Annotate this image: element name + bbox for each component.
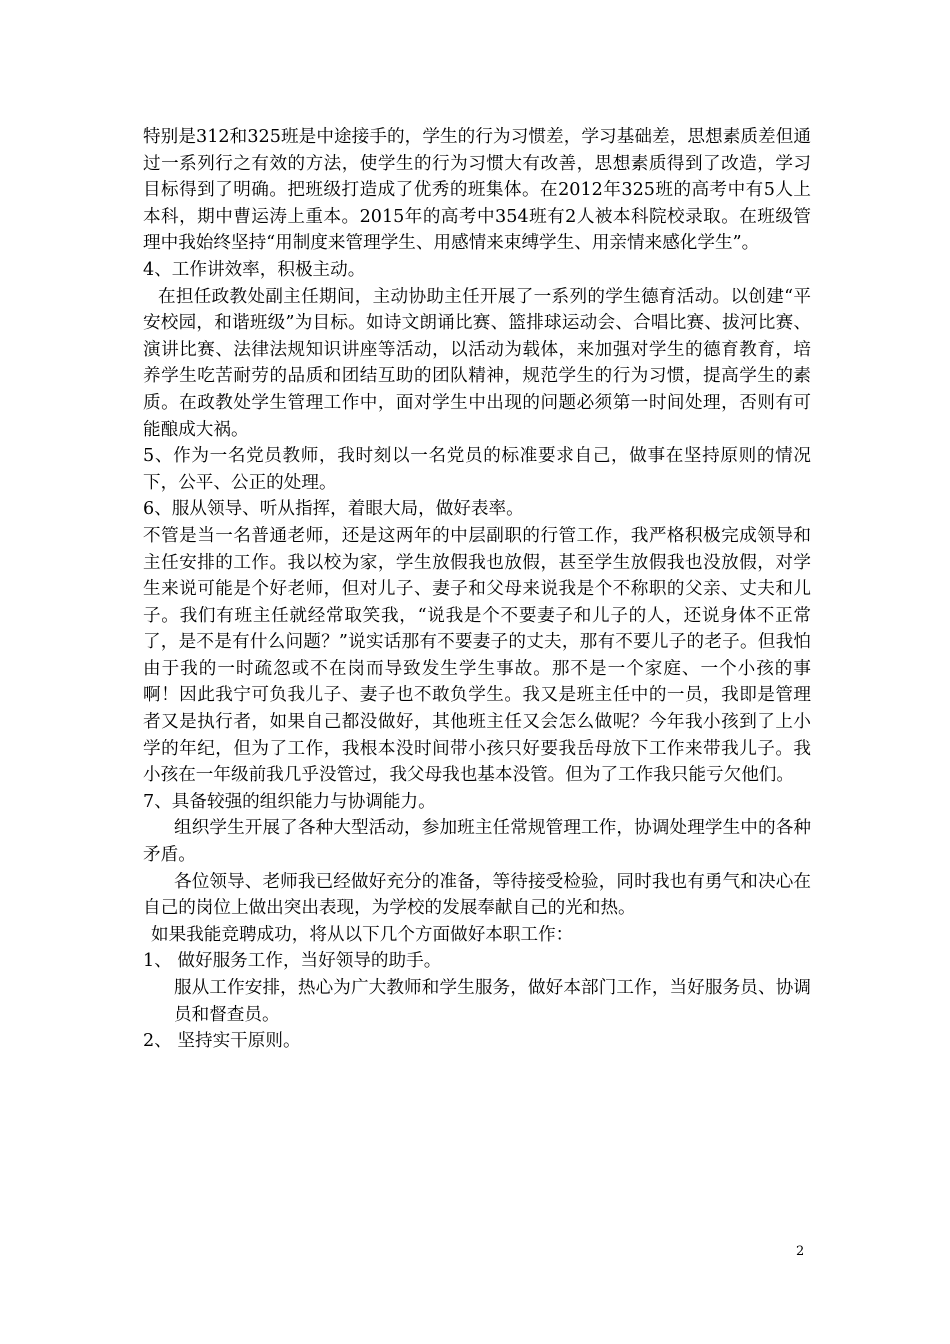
plan-item-1-detail: 服从工作安排，热心为广大教师和学生服务，做好本部门工作，当好服务员、协调员和督查员。 bbox=[174, 978, 811, 1025]
paragraph-moral-education: 在担任政教处副主任期间，主动协助主任开展了一系列的学生德育活动。以创建“平安校园，和谐班级”为目标。如诗文朗诵比赛、篮排球运动会、合唱比赛、拔河比赛、演讲比赛、法律法规知识讲座等活动，以活动为载体，来加强对学生的德育教育，培养学生吃苦耐劳的品质和团结互助的团队精神，规范学生的行为习惯，提高学生的素质。在政教处学生管理工作中，面对学生中出现的问题必须第一时间处理，否则有可能酿成大祸。 bbox=[143, 286, 811, 440]
heading-item-5: 5、作为一名党员教师，我时刻以一名党员的标准要求自己，做事在坚持原则的情况下，公平、公正的处理。 bbox=[143, 446, 811, 493]
plan-item-1: 1、 做好服务工作，当好领导的助手。 bbox=[143, 951, 442, 972]
paragraph-class-management: 特别是312和325班是中途接手的，学生的行为习惯差，学习基础差，思想素质差但通过一系列行之有效的方法，使学生的行为习惯大有改善，思想素质得到了改造，学习目标得到了明确。把班级打造成了优秀的班集体。在2012年325班的高考中有5人上本科，期中曹运涛上重本。2015年的高考中354班有2人被本科院校录取。在班级管理中我始终坚持“用制度来管理学生、用感情来束缚学生、用亲情来感化学生”。 bbox=[143, 127, 811, 254]
paragraph-organization: 组织学生开展了各种大型活动，参加班主任常规管理工作，协调处理学生中的各种矛盾。 bbox=[143, 818, 811, 866]
plan-item-2: 2、 坚持实干原则。 bbox=[143, 1031, 301, 1052]
document-body bbox=[143, 124, 811, 1055]
paragraph-plan-intro: 如果我能竞聘成功，将从以下几个方面做好本职工作： bbox=[151, 924, 574, 945]
paragraph-dedication: 不管是当一名普通老师，还是这两年的中层副职的行管工作，我严格积极完成领导和主任安排的工作。我以校为家，学生放假我也放假，甚至学生放假我也没放假，对学生来说可能是个好老师，但对儿子、妻子和父母来说我是个不称职的父亲、丈夫和儿子。我们有班主任就经常取笑我，“说我是个不要妻子和儿子的人，还说身体不正常了，是不是有什么问题？”说实话那有不要妻子的丈夫，那有不要儿子的老子。但我怕由于我的一时疏忽或不在岗而导致发生学生事故。那不是一个家庭、一个小孩的事啊！因此我宁可负我儿子、妻子也不敢负学生。我又是班主任中的一员，我即是管理者又是执行者，如果自己都没做好，其他班主任又会怎么做呢？今年我小孩到了上小学的年纪，但为了工作，我根本没时间带小孩只好要我岳母放下工作来带我儿子。我小孩在一年级前我几乎没管过，我父母我也基本没管。但为了工作我只能亏欠他们。 bbox=[143, 525, 811, 786]
heading-item-4: 4、工作讲效率，积极主动。 bbox=[143, 259, 366, 280]
heading-item-7: 7、具备较强的组织能力与协调能力。 bbox=[143, 791, 436, 812]
heading-item-6: 6、服从领导、听从指挥，着眼大局，做好表率。 bbox=[143, 499, 524, 520]
paragraph-readiness: 各位领导、老师我已经做好充分的准备，等待接受检验，同时我也有勇气和决心在自己的岗位上做出突出表现，为学校的发展奉献自己的光和热。 bbox=[143, 871, 811, 919]
page-number: 2 bbox=[796, 1244, 805, 1259]
